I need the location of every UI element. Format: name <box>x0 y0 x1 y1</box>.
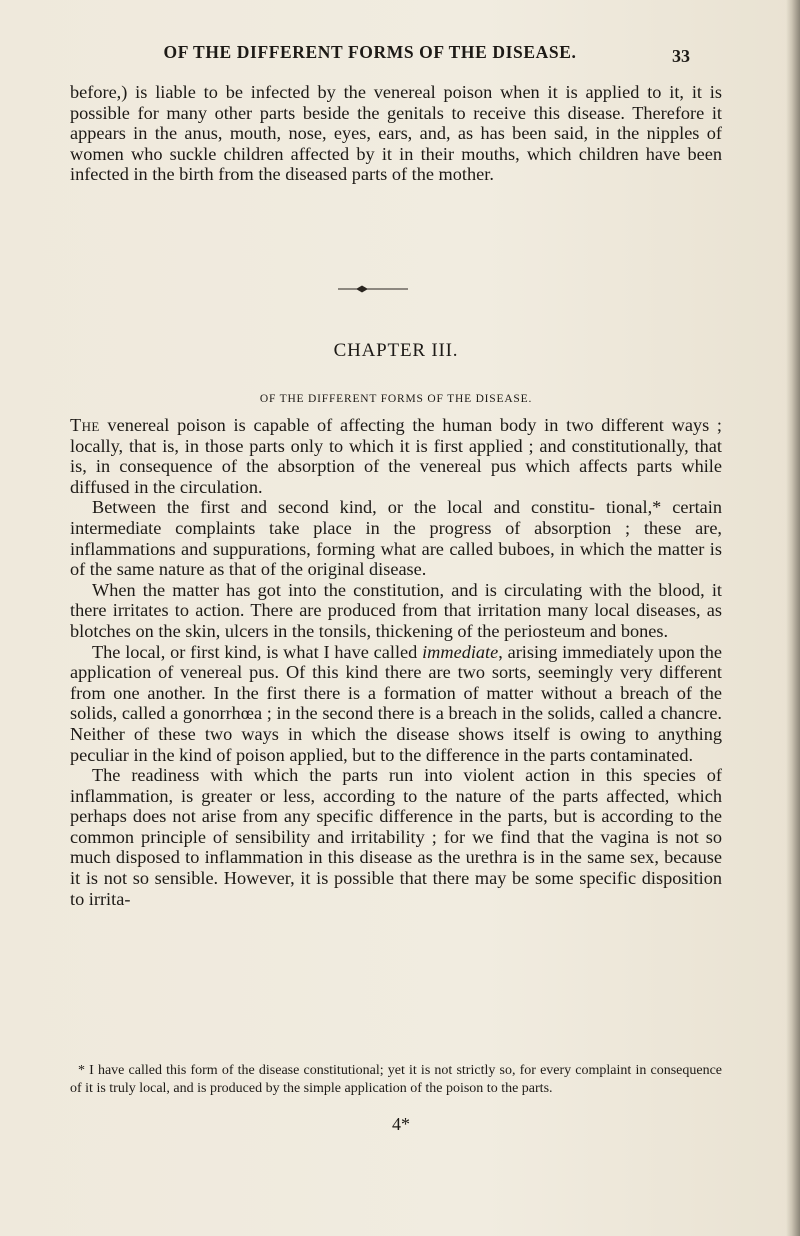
paragraph-text: , arising immediately upon the application of venereal pus. Of this kind there are two sorts, seemingly very different from one another. In the first there is a formation of matter without a breach of the solids, called a gonorrhœa ; in the second there is a breach in the solids, called a chancre. Neither of these two ways in which the disease shows itself is owing to anything peculiar in the kind of poison applied, but to the difference in the parts contaminated. <box>70 641 722 765</box>
footnote-text: * I have called this form of the disease constitutional; yet it is not strictly so, for every complaint in consequence of it is truly local, and is produced by the simple application of the poison to the parts. <box>70 1063 722 1096</box>
paragraph-1 <box>70 415 722 497</box>
ornamental-divider <box>338 284 408 294</box>
chapter-title: CHAPTER III. <box>333 340 459 361</box>
paragraph-2 <box>70 497 722 579</box>
paragraph-text: The local, or first kind, is what I have called <box>92 641 423 662</box>
footnote <box>70 1062 722 1097</box>
paragraph-text: venereal poison is capable of affecting the human body in two different ways ; locally, that is, in those parts only to which it is first applied ; and constitutionally, that is, in consequence of the absorption of the venereal pus which affects parts while diffused in the circulation. <box>70 415 722 497</box>
italic-term: immediate <box>422 641 499 662</box>
page-number: 33 <box>672 46 690 66</box>
chapter-subtitle: OF THE DIFFERENT FORMS OF THE DISEASE. <box>259 393 533 405</box>
footnote-marker: * <box>652 497 662 518</box>
page-edge-shadow <box>786 0 800 1236</box>
signature-mark: 4* <box>392 1114 410 1134</box>
opening-paragraph: before,) is liable to be infected by the venereal poison when it is applied to it, it is possible for many other parts beside the genitals to receive this disease. Therefore it appears in the anus, mouth, nose, eyes, ears, and, as has been said, in the nipples of women who suckle children affected by it in their mouths, which children have been infected in the birth from the diseased parts of the mother. <box>70 82 722 185</box>
paragraph-4 <box>70 642 722 766</box>
running-head: OF THE DIFFERENT FORMS OF THE DISEASE. <box>163 42 577 62</box>
paragraph-text: certain intermediate complaints take place in the progress of absorption ; these are, inflammations and suppurations, forming what are called buboes, in which the matter is of the same nature as that of the original disease. <box>70 497 722 580</box>
chapter-body <box>70 415 722 909</box>
paragraph-text: Between the first and second kind, or the local and constitu- tional, <box>92 497 653 518</box>
paragraph-lead-word: The <box>70 415 100 435</box>
paragraph-3: When the matter has got into the constitution, and is circulating with the blood, it there irritates to action. There are produced from that irritation many local diseases, as blotches on the skin, ulcers in the tonsils, thickening of the periosteum and bones. <box>70 579 722 641</box>
paragraph-5: The readiness with which the parts run into violent action in this species of inflammation, is greater or less, according to the nature of the parts affected, which perhaps does not arise from any specific difference in the parts, but is according to the common principle of sensibility and irritability ; for we find that the vagina is not so much disposed to inflammation in this disease as the urethra is in the same sex, because it is not so sensible. However, it is possible that there may be some specific disposition to irrita- <box>70 765 722 909</box>
